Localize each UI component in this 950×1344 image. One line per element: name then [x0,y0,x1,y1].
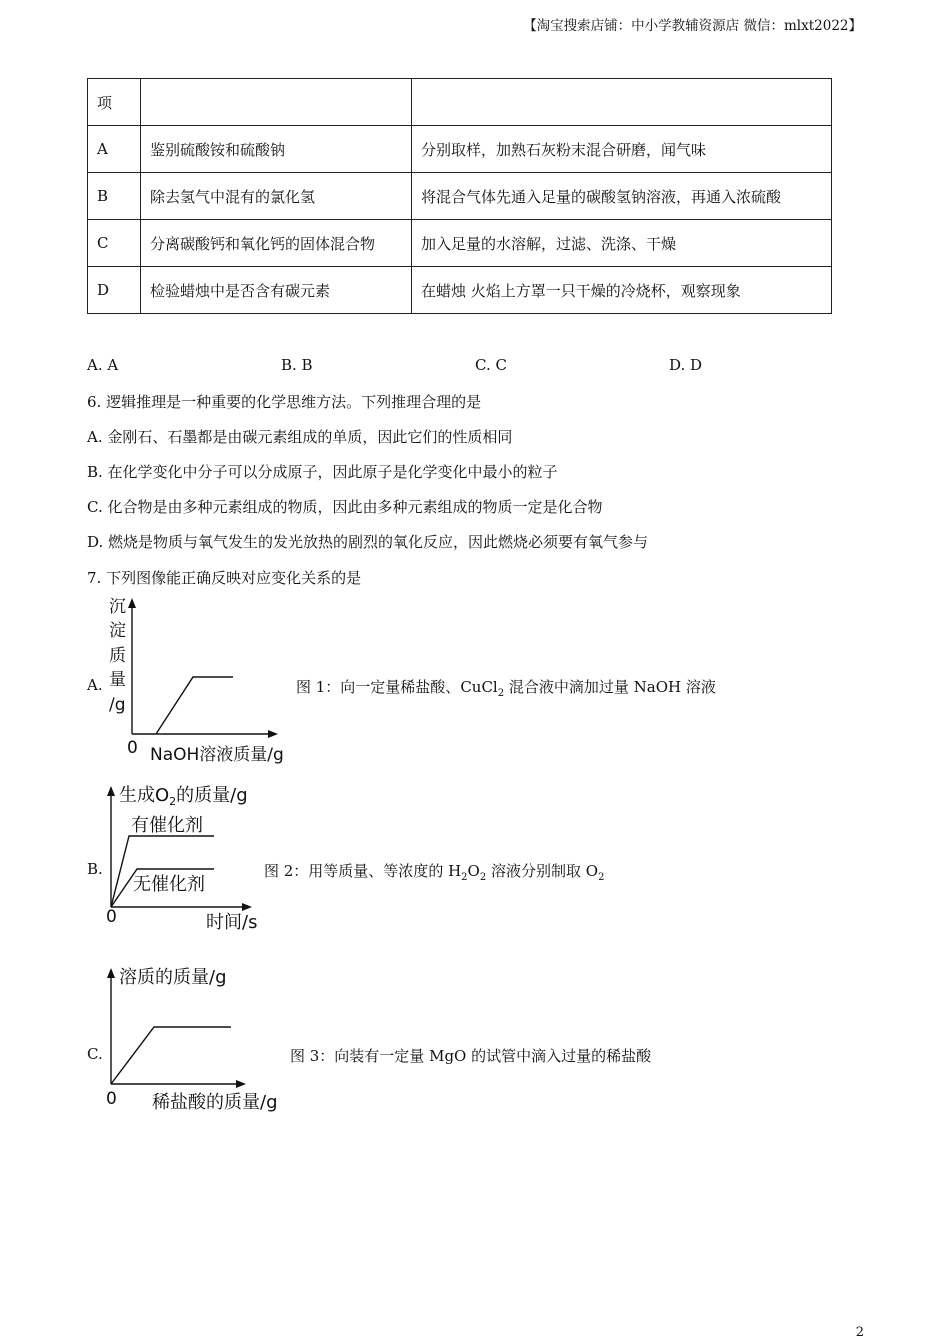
graph-a-ylabel-char: 质 [109,646,126,666]
cell-purpose: 除去氢气中混有的氯化氢 [141,173,412,220]
cell-purpose: 分离碳酸钙和氧化钙的固体混合物 [141,220,412,267]
graph-b-curve-catalyst [111,836,214,907]
q6-option-c[interactable]: C. 化合物是由多种元素组成的物质，因此由多种元素组成的物质一定是化合物 [87,498,603,516]
graph-b-ylabel [119,785,248,808]
graph-a-ylabel-char: /g [109,695,126,715]
q7-stem: 7. 下列图像能正确反映对应变化关系的是 [87,569,362,587]
graph-c-x-arrow [236,1080,246,1088]
graph-b-caption-sub: 2 [598,872,605,883]
cell-option: B [88,173,141,220]
q5-option-d[interactable]: D. D [669,356,703,374]
table-header-row [88,79,832,126]
graph-a-caption-sub: 2 [497,688,505,699]
graph-c-origin: 0 [106,1089,117,1109]
graph-b-caption-text: 图 2：用等质量、等浓度的 H [264,862,462,880]
cell-method: 在蜡烛 火焰上方罩一只干燥的冷烧杯，观察现象 [412,267,832,314]
cell-method: 加入足量的水溶解，过滤、洗涤、干燥 [412,220,832,267]
graph-a-xlabel: NaOH溶液质量/g [150,745,284,765]
cell-purpose: 检验蜡烛中是否含有碳元素 [141,267,412,314]
graph-b-caption [264,860,604,883]
q7-option-b-label[interactable]: B. [87,860,103,878]
q5-option-a[interactable]: A. A [87,356,119,374]
graph-b-y-arrow [107,786,115,796]
header-cell-purpose [141,79,412,126]
cell-purpose: 鉴别硫酸铵和硫酸钠 [141,126,412,173]
table-row [88,267,832,314]
q6-stem: 6. 逻辑推理是一种重要的化学思维方法。下列推理合理的是 [87,393,482,411]
q6-option-d[interactable]: D. 燃烧是物质与氧气发生的发光放热的剧烈的氧化反应，因此燃烧必须要有氧气参与 [87,533,649,551]
graph-a-caption-text: 图 1：向一定量稀盐酸、CuCl [296,678,498,696]
table-row [88,126,832,173]
cell-method: 将混合气体先通入足量的碳酸氢钠溶液，再通入浓硫酸 [412,173,832,220]
graph-b-caption-text: 溶液分别制取 O [486,862,599,880]
graph-a-ylabel-char: 沉 [109,597,126,617]
graph-b-x-arrow [242,903,252,911]
q6-option-b[interactable]: B. 在化学变化中分子可以分成原子，因此原子是化学变化中最小的粒子 [87,463,558,481]
q5-option-c[interactable]: C. C [475,356,507,374]
graph-a-ylabel-char: 量 [109,670,126,690]
cell-method: 分别取样，加熟石灰粉末混合研磨，闻气味 [412,126,832,173]
graph-a-caption [296,676,716,699]
graph-b-caption-text: O [467,862,480,880]
cell-option: C [88,220,141,267]
experiment-table [87,78,832,314]
graph-b-origin: 0 [106,907,117,927]
q7-option-a-label[interactable]: A. [87,676,103,694]
cell-option: A [88,126,141,173]
graph-a-origin: 0 [127,738,138,758]
graph-c-curve [111,1027,231,1084]
graph-b-curve1-label: 有催化剂 [131,815,203,836]
graph-c-xlabel: 稀盐酸的质量/g [152,1092,278,1113]
graph-b-ylabel-text: 的质量/g [176,785,248,806]
graph-a-caption-text: 混合液中滴加过量 NaOH 溶液 [504,678,716,696]
graph-b-xlabel: 时间/s [206,912,258,933]
header-cell-option: 项 [88,79,141,126]
graph-a-y-arrow [128,598,136,608]
graph-b-caption-sub: 2 [461,872,468,883]
q5-option-b[interactable]: B. B [281,356,313,374]
q6-option-a[interactable]: A. 金刚石、石墨都是由碳元素组成的单质，因此它们的性质相同 [87,428,513,446]
page-number: 2 [855,1325,864,1340]
header-cell-method [412,79,832,126]
graph-c [100,962,300,1117]
page-header: 【淘宝搜索店铺：中小学教辅资源店 微信：mlxt2022】 [523,18,862,34]
graph-b-curve2-label: 无催化剂 [133,874,205,895]
q7-option-c-label[interactable]: C. [87,1045,103,1063]
graph-a [100,594,300,766]
graph-a-x-arrow [268,730,278,738]
table-row [88,220,832,267]
graph-c-y-arrow [107,968,115,978]
cell-option: D [88,267,141,314]
graph-b-caption-sub: 2 [479,872,487,883]
table-row [88,173,832,220]
graph-b-ylabel-text: 生成O [119,785,170,806]
graph-a-ylabel-char: 淀 [109,621,126,641]
graph-b-ylabel-sub: 2 [169,795,177,808]
graph-b [100,780,275,935]
graph-a-curve [156,677,233,734]
graph-c-caption: 图 3：向装有一定量 MgO 的试管中滴入过量的稀盐酸 [290,1047,652,1065]
graph-c-ylabel: 溶质的质量/g [119,967,227,988]
